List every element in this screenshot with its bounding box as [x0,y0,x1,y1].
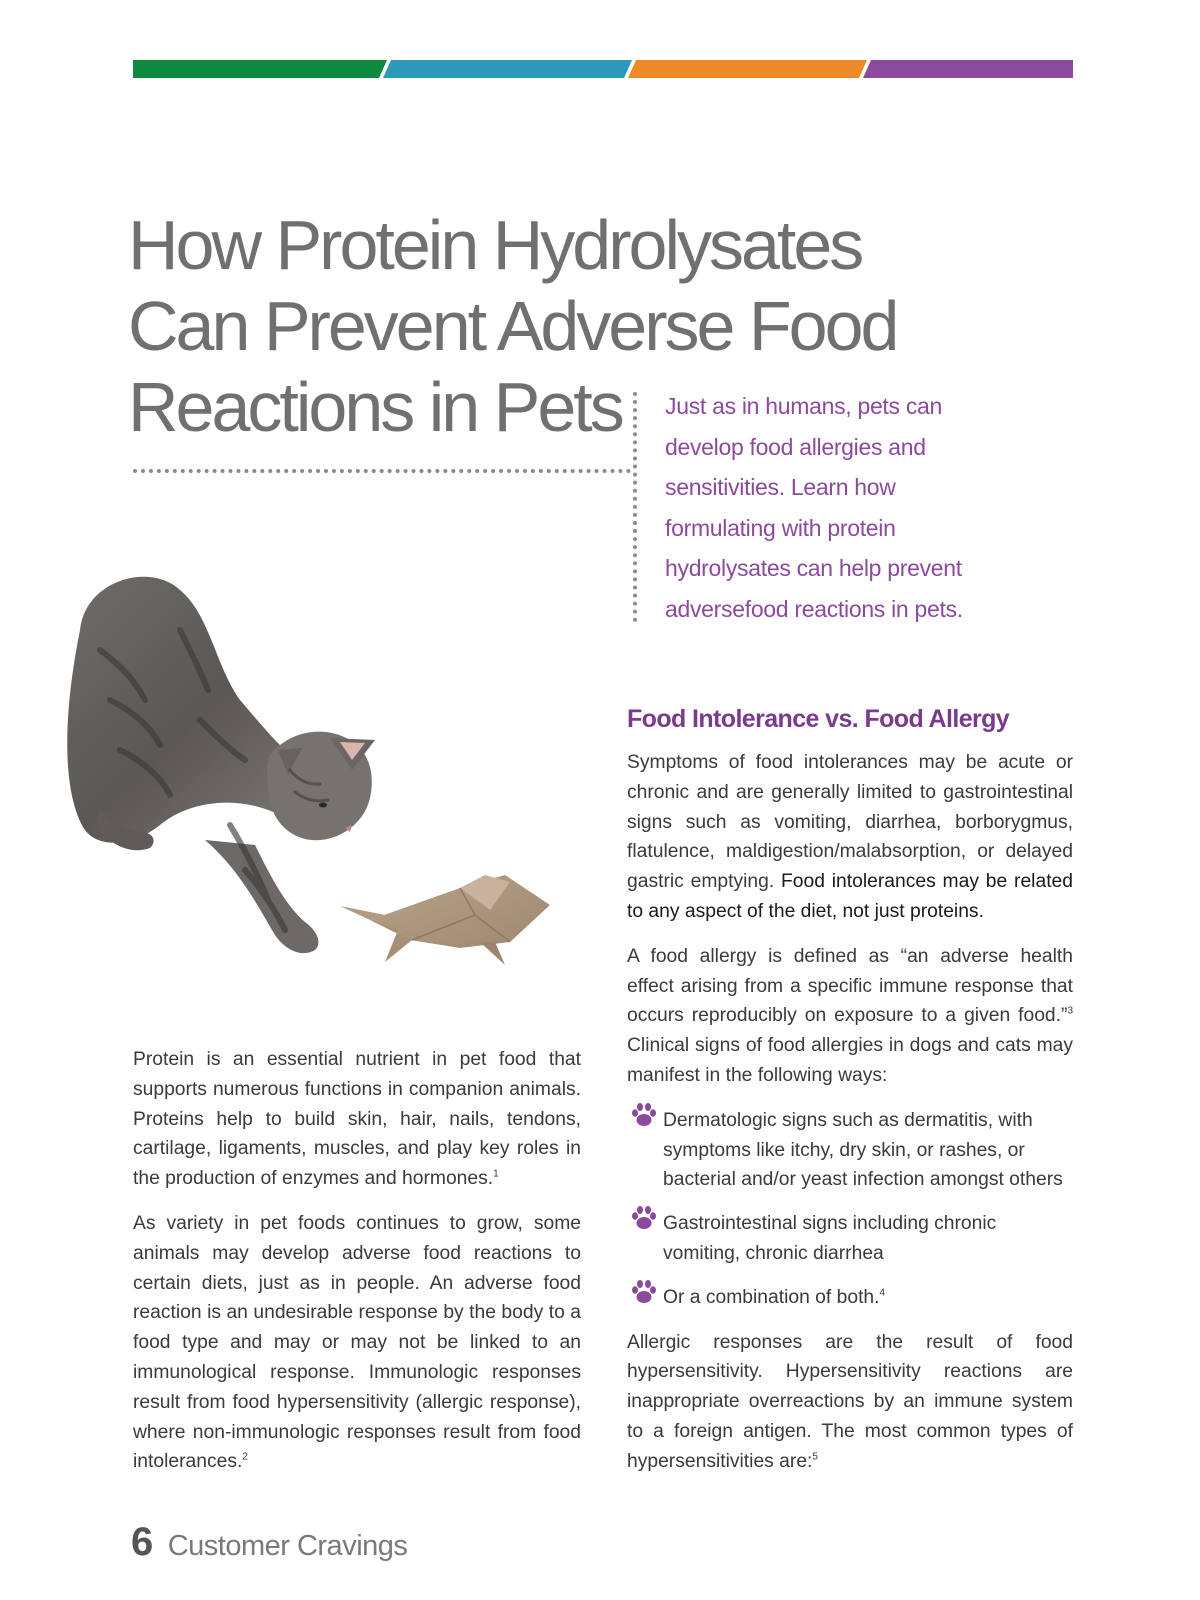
paragraph-text: As variety in pet foods continues to grow, some animals may develop adverse food reactions to certain diets, just as in people. An adverse food reaction is an undesirable response by the body to a food type and may or may not be linked to an immunological response. Immunologic responses result from food hypersensitivity (allergic response), where non-immunologic responses result from food intolerances. [133,1212,581,1473]
paragraph [133,1209,581,1477]
article-intro: Just as in humans, pets can develop food allergies and sensitivities. Learn how formulating with protein hydrolysates can help prevent adversefood reactions in pets. [665,393,963,622]
paragraph-text: Allergic responses are the result of food hypersensitivity. Hypersensitivity reactions are inappropriate overreactions by an immune system to a foreign antigen. The most common types of hypersensitivities are: [627,1331,1073,1472]
list-item [627,1209,1073,1269]
symptom-list [627,1106,1073,1313]
list-item-text: Dermatologic signs such as dermatitis, with symptoms like itchy, dry skin, or rashes, or bacterial and/or yeast infection amongst others [663,1109,1063,1191]
paragraph-text: Protein is an essential nutrient in pet food that supports numerous functions in companion animals. Proteins help to build skin, hair, nails, tendons, cartilage, ligaments, muscles, and play key roles in the production of enzymes and hormones. [133,1049,581,1190]
color-bar-orange [628,60,867,78]
header-color-bar [133,60,1073,78]
list-item-text: Or a combination of both. [663,1286,880,1308]
reference-marker: 2 [242,1451,248,1463]
cat-figure [67,577,375,953]
right-column [627,748,1073,1492]
reference-marker: 5 [812,1451,818,1463]
paragraph-text: A food allergy is defined as “an adverse health effect arising from a specific immune response that occurs reproducibly on exposure to a given food.” [627,945,1073,1027]
emphasis-text: Food intolerances may be related to any aspect of the diet, not just proteins. [627,871,1073,922]
title-line-2: Can Prevent Adverse Food [128,287,897,365]
paragraph-text: Clinical signs of food allergies in dogs and cats may manifest in the following ways: [627,1035,1073,1086]
color-bar-teal [383,60,632,78]
intro-divider-vertical [633,392,637,622]
reference-marker: 4 [879,1287,886,1299]
paw-print-icon [629,1203,659,1233]
paragraph [627,942,1073,1091]
list-item [627,1283,1073,1313]
page-number: 6 [131,1520,154,1564]
origami-fish [340,875,550,965]
cat-origami-fish-illustration [40,570,610,1020]
color-bar-purple [863,60,1073,78]
list-item-text: Gastrointestinal signs including chronic vomiting, chronic diarrhea [663,1213,997,1264]
title-line-1: How Protein Hydrolysates [128,206,862,284]
paragraph [627,1328,1073,1477]
paragraph [627,748,1073,927]
paragraph [133,1045,581,1194]
left-column [133,1045,581,1492]
paw-print-icon [629,1277,659,1307]
title-line-3: Reactions in Pets [128,368,622,446]
section-heading: Food Intolerance vs. Food Allergy [627,705,1010,733]
color-bar-green [133,60,387,78]
paragraph-text: Symptoms of food intolerances may be acute or chronic and are generally limited to gastrointestinal signs such as vomiting, diarrhea, borborygmus, flatulence, maldigestion/malabsorption, or delayed gastric emptying. [627,752,1073,893]
title-divider-horizontal [133,469,631,473]
reference-marker: 3 [1067,1005,1073,1017]
list-item [627,1106,1073,1195]
reference-marker: 1 [493,1168,499,1180]
page-footer [131,1520,407,1564]
magazine-name: Customer Cravings [167,1530,408,1562]
paw-print-icon [629,1100,659,1130]
